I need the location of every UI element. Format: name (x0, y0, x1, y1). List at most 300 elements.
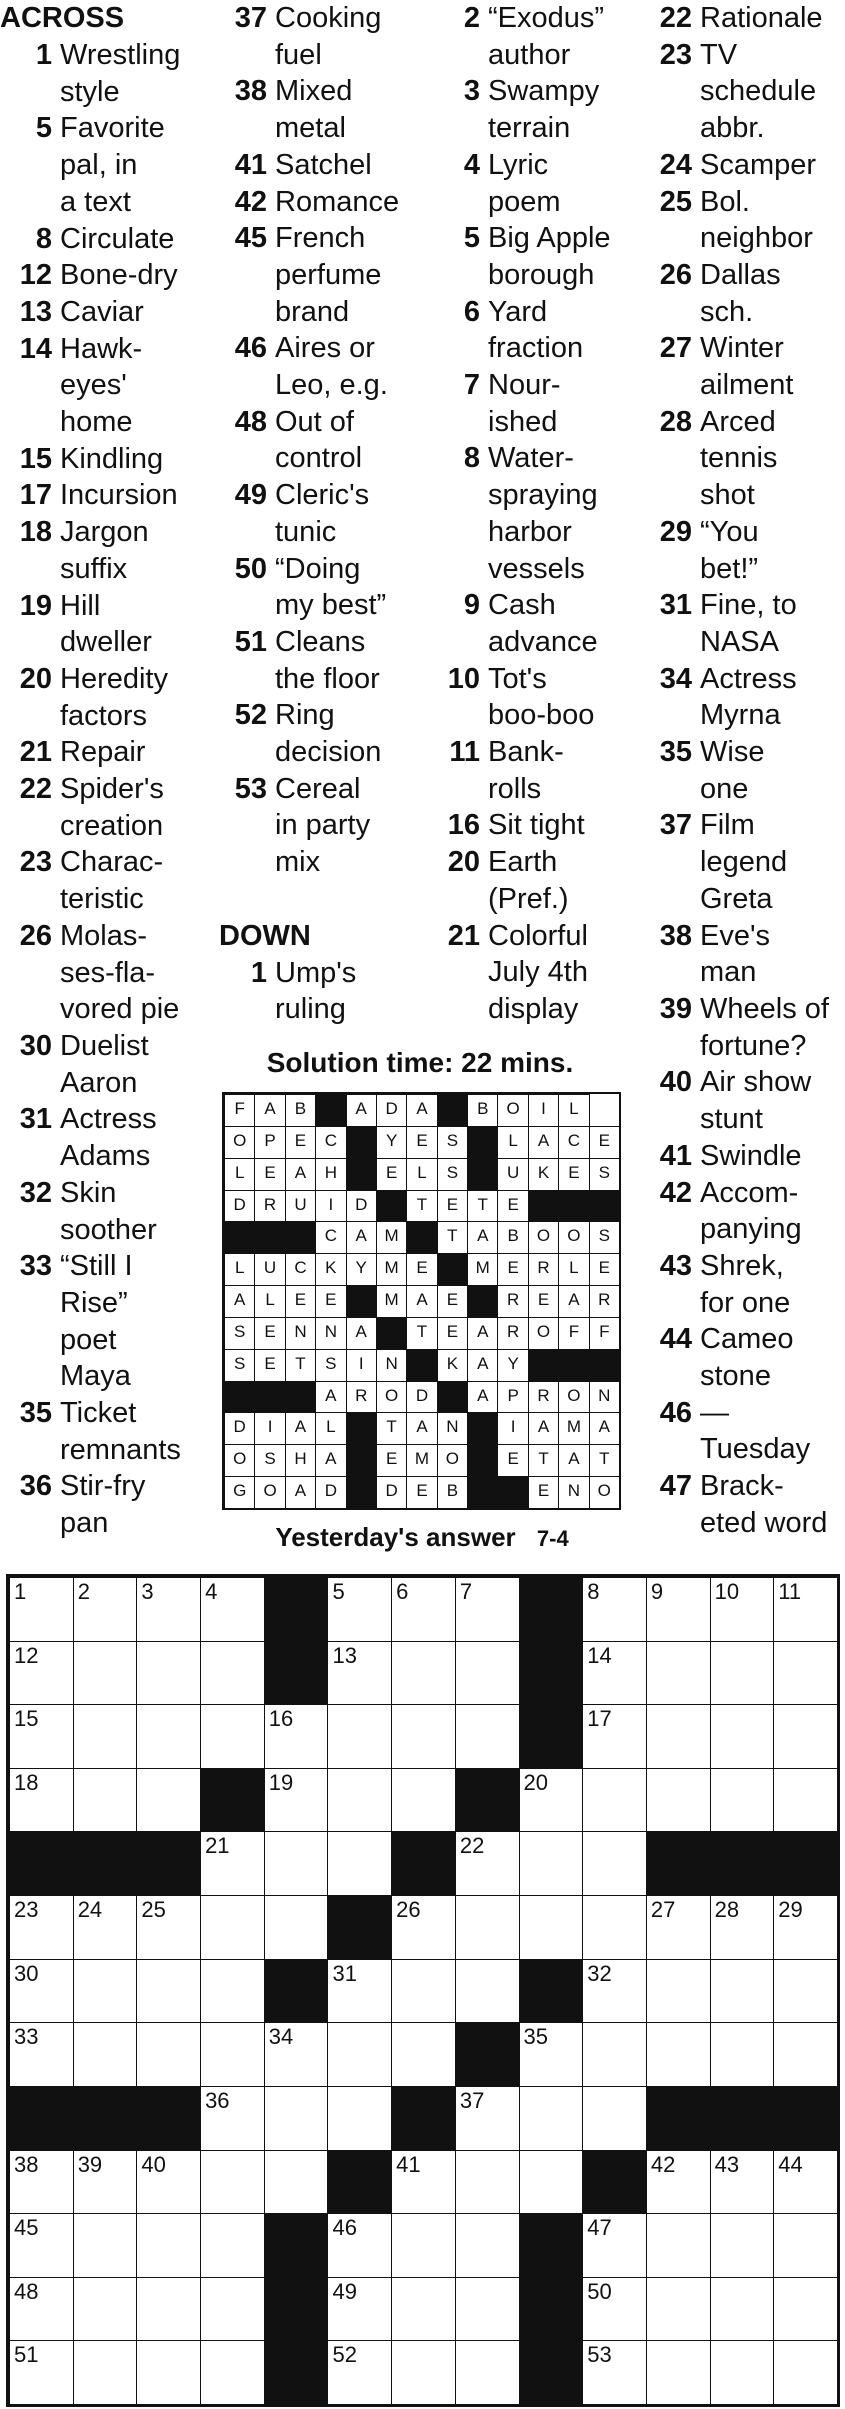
grid-cell[interactable] (646, 1959, 711, 2024)
mini-cell: A (406, 1094, 437, 1127)
grid-cell[interactable] (264, 2150, 329, 2215)
grid-cell[interactable] (136, 2022, 201, 2087)
clue-number: 26 (659, 258, 692, 291)
grid-cell[interactable] (646, 1704, 711, 1769)
grid-cell[interactable] (73, 2022, 138, 2087)
clue-text: Repair (60, 736, 146, 769)
grid-cell[interactable] (391, 1641, 456, 1706)
across-clue[interactable] (215, 477, 430, 550)
down-clue[interactable] (640, 991, 845, 1064)
across-clue[interactable] (215, 73, 430, 146)
grid-cell[interactable] (327, 1641, 392, 1706)
grid-cell[interactable] (136, 1768, 201, 1833)
clue-number: 28 (659, 405, 692, 438)
grid-cell[interactable] (327, 1704, 392, 1769)
clue-number: 20 (19, 662, 52, 695)
grid-cell[interactable] (646, 1641, 711, 1706)
grid-cell[interactable] (646, 2340, 711, 2405)
across-clue[interactable] (0, 1395, 215, 1468)
cell-number: 17 (587, 1706, 612, 1732)
down-clue[interactable] (640, 918, 845, 991)
grid-cell[interactable] (646, 2022, 711, 2087)
grid-cell[interactable] (327, 2340, 392, 2405)
mini-block (437, 1094, 468, 1127)
down-clue[interactable] (640, 1138, 845, 1175)
grid-cell[interactable] (73, 2277, 138, 2342)
clue-number: 50 (234, 552, 267, 585)
clue-text: Cleric's tunic (275, 479, 370, 548)
grid-cell[interactable] (455, 2213, 520, 2278)
grid-cell[interactable] (391, 1768, 456, 1833)
grid-cell[interactable] (136, 1704, 201, 1769)
down-clue[interactable] (640, 1468, 845, 1541)
grid-cell[interactable] (73, 1768, 138, 1833)
mini-cell: L (558, 1094, 589, 1127)
grid-cell[interactable] (73, 2150, 138, 2215)
down-clue[interactable] (428, 294, 638, 367)
down-clue[interactable] (640, 514, 845, 587)
across-clue[interactable] (215, 0, 430, 73)
mini-block (254, 1381, 285, 1414)
down-clue[interactable] (215, 955, 430, 1028)
across-clue[interactable] (0, 1248, 215, 1395)
grid-cell[interactable] (136, 1641, 201, 1706)
mini-cell: O (254, 1476, 285, 1509)
grid-cell[interactable] (200, 2340, 265, 2405)
across-clue[interactable] (215, 697, 430, 770)
down-clue[interactable] (640, 37, 845, 147)
mini-cell: L (254, 1285, 285, 1318)
cell-number: 51 (14, 2342, 39, 2368)
grid-cell[interactable] (9, 2340, 74, 2405)
mini-block (346, 1476, 377, 1509)
mini-cell: E (497, 1444, 528, 1477)
grid-cell[interactable] (136, 2340, 201, 2405)
cell-number: 40 (141, 2151, 166, 2177)
grid-cell[interactable] (773, 2340, 838, 2405)
grid-cell[interactable] (136, 1895, 201, 1960)
down-clue[interactable] (428, 0, 638, 73)
mini-cell: C (315, 1221, 346, 1254)
clue-text: Arced tennis shot (700, 405, 778, 512)
mini-cell: I (528, 1094, 559, 1127)
mini-cell: H (285, 1444, 316, 1477)
grid-cell[interactable] (455, 1577, 520, 1642)
across-clue[interactable] (0, 588, 215, 661)
grid-cell[interactable] (9, 1768, 74, 1833)
clue-number: 8 (35, 222, 52, 255)
cell-number: 50 (587, 2278, 612, 2304)
grid-cell[interactable] (455, 2340, 520, 2405)
grid-cell[interactable] (200, 2213, 265, 2278)
clue-number: 21 (447, 919, 480, 952)
mini-cell: L (315, 1412, 346, 1445)
down-clue[interactable] (428, 440, 638, 587)
grid-cell[interactable] (327, 1768, 392, 1833)
grid-cell[interactable] (136, 2150, 201, 2215)
grid-cell[interactable] (773, 1768, 838, 1833)
grid-cell[interactable] (9, 2022, 74, 2087)
clue-text: Water- spraying harbor vessels (488, 442, 598, 585)
across-clue[interactable] (215, 220, 430, 330)
grid-cell[interactable] (264, 2022, 329, 2087)
mini-block (467, 1412, 498, 1445)
grid-cell[interactable] (710, 1959, 775, 2024)
grid-cell[interactable] (582, 1895, 647, 1960)
grid-cell[interactable] (136, 1577, 201, 1642)
down-clue[interactable] (640, 587, 845, 660)
cell-number: 48 (14, 2278, 39, 2304)
down-column-4 (640, 0, 845, 1542)
mini-cell: E (497, 1253, 528, 1286)
grid-block (519, 1959, 584, 2024)
grid-block (582, 2150, 647, 2215)
grid-cell[interactable] (646, 1577, 711, 1642)
mini-cell: A (406, 1412, 437, 1445)
mini-cell: Y (346, 1253, 377, 1286)
mini-cell: N (285, 1317, 316, 1350)
clue-text: Eve's man (700, 919, 771, 989)
across-clue[interactable] (0, 918, 215, 1028)
grid-block (646, 2086, 711, 2151)
grid-cell[interactable] (710, 1704, 775, 1769)
across-clue[interactable] (0, 110, 215, 220)
down-clue[interactable] (640, 0, 845, 37)
grid-cell[interactable] (9, 1959, 74, 2024)
across-clue[interactable] (215, 147, 430, 184)
cell-number: 3 (141, 1579, 154, 1604)
mini-cell: E (558, 1158, 589, 1191)
down-clue[interactable] (428, 587, 638, 660)
grid-cell[interactable] (73, 2340, 138, 2405)
down-clue[interactable] (428, 73, 638, 146)
clue-text: Mixed metal (275, 75, 353, 145)
grid-cell[interactable] (391, 1577, 456, 1642)
mini-cell: E (376, 1444, 407, 1477)
across-clue[interactable] (0, 1101, 215, 1174)
grid-cell[interactable] (646, 2213, 711, 2278)
grid-cell[interactable] (327, 1577, 392, 1642)
mini-block (467, 1476, 498, 1509)
grid-cell[interactable] (710, 1641, 775, 1706)
mini-block (346, 1285, 377, 1318)
grid-cell[interactable] (9, 1577, 74, 1642)
across-clue[interactable] (0, 844, 215, 917)
grid-cell[interactable] (710, 2150, 775, 2215)
grid-cell[interactable] (455, 1641, 520, 1706)
grid-cell[interactable] (200, 2150, 265, 2215)
grid-cell[interactable] (519, 1831, 584, 1896)
clue-number: 44 (659, 1323, 692, 1356)
grid-cell[interactable] (73, 1704, 138, 1769)
grid-cell[interactable] (73, 1895, 138, 1960)
grid-cell[interactable] (582, 1768, 647, 1833)
grid-cell[interactable] (136, 1959, 201, 2024)
grid-cell[interactable] (773, 2213, 838, 2278)
grid-cell[interactable] (710, 2340, 775, 2405)
across-clue[interactable] (0, 734, 215, 771)
across-clue[interactable] (0, 1468, 215, 1541)
grid-cell[interactable] (710, 2022, 775, 2087)
across-clue[interactable] (215, 624, 430, 697)
grid-cell[interactable] (582, 2213, 647, 2278)
mini-cell: T (285, 1349, 316, 1382)
grid-cell[interactable] (264, 1895, 329, 1960)
grid-cell[interactable] (582, 2277, 647, 2342)
across-clue[interactable] (215, 184, 430, 221)
grid-cell[interactable] (582, 2340, 647, 2405)
mini-cell: D (376, 1094, 407, 1127)
crossword-grid[interactable] (6, 1574, 840, 2407)
grid-cell[interactable] (200, 2277, 265, 2342)
clue-number: 14 (19, 332, 52, 365)
grid-cell[interactable] (200, 1831, 265, 1896)
across-clue[interactable] (215, 771, 430, 881)
down-clue[interactable] (640, 330, 845, 403)
cell-number: 16 (268, 1706, 294, 1732)
across-clue[interactable] (0, 37, 215, 110)
down-clue[interactable] (640, 807, 845, 917)
grid-cell[interactable] (327, 2277, 392, 2342)
grid-cell[interactable] (9, 2150, 74, 2215)
grid-cell[interactable] (327, 2086, 392, 2151)
grid-cell[interactable] (9, 1704, 74, 1769)
mini-cell: M (376, 1253, 407, 1286)
grid-cell[interactable] (773, 1577, 838, 1642)
grid-cell[interactable] (391, 1895, 456, 1960)
down-clue[interactable] (640, 1321, 845, 1394)
down-clue[interactable] (428, 918, 638, 1028)
grid-cell[interactable] (455, 1704, 520, 1769)
down-clue[interactable] (428, 734, 638, 807)
mini-cell: A (467, 1381, 498, 1414)
grid-cell[interactable] (327, 2022, 392, 2087)
clue-number: 22 (19, 773, 52, 806)
across-clue[interactable] (215, 330, 430, 403)
grid-cell[interactable] (9, 2277, 74, 2342)
grid-cell[interactable] (136, 2213, 201, 2278)
down-clue[interactable] (640, 1175, 845, 1248)
grid-cell[interactable] (710, 1768, 775, 1833)
across-clue[interactable] (0, 294, 215, 331)
down-clue[interactable] (640, 404, 845, 514)
down-clue[interactable] (428, 220, 638, 293)
clue-text: Actress Myrna (700, 662, 797, 732)
grid-cell[interactable] (773, 2150, 838, 2215)
across-clue[interactable] (0, 477, 215, 514)
grid-cell[interactable] (200, 1704, 265, 1769)
grid-cell[interactable] (646, 2277, 711, 2342)
grid-cell[interactable] (646, 2150, 711, 2215)
grid-cell[interactable] (455, 2150, 520, 2215)
grid-cell[interactable] (264, 1831, 329, 1896)
across-clue[interactable] (0, 441, 215, 478)
down-clue[interactable] (428, 147, 638, 220)
grid-cell[interactable] (710, 1895, 775, 1960)
clue-number: 37 (659, 809, 692, 842)
grid-cell[interactable] (264, 2086, 329, 2151)
grid-cell[interactable] (773, 1959, 838, 2024)
across-clue[interactable] (0, 514, 215, 587)
clue-text: Swampy terrain (488, 75, 600, 145)
grid-cell[interactable] (773, 1704, 838, 1769)
down-clue[interactable] (640, 257, 845, 330)
mini-cell: L (224, 1158, 255, 1191)
grid-cell[interactable] (200, 1577, 265, 1642)
clue-number: 29 (659, 515, 692, 548)
cell-number: 8 (587, 1579, 600, 1604)
grid-cell[interactable] (327, 2213, 392, 2278)
grid-cell[interactable] (519, 2086, 584, 2151)
mini-cell: D (376, 1476, 407, 1509)
grid-cell[interactable] (200, 1895, 265, 1960)
across-clue[interactable] (0, 771, 215, 844)
grid-cell[interactable] (773, 1895, 838, 1960)
across-clue[interactable] (0, 661, 215, 734)
mini-cell: R (528, 1253, 559, 1286)
grid-cell[interactable] (646, 1895, 711, 1960)
clue-number: 30 (19, 1029, 52, 1062)
across-clue[interactable] (0, 1028, 215, 1101)
grid-cell[interactable] (582, 1641, 647, 1706)
grid-cell[interactable] (773, 2022, 838, 2087)
clue-number: 34 (659, 662, 692, 695)
grid-cell[interactable] (391, 1704, 456, 1769)
grid-cell[interactable] (582, 1577, 647, 1642)
grid-cell[interactable] (9, 1895, 74, 1960)
down-clue[interactable] (428, 661, 638, 734)
grid-cell[interactable] (710, 2277, 775, 2342)
grid-cell[interactable] (200, 2022, 265, 2087)
grid-cell[interactable] (519, 1768, 584, 1833)
grid-cell[interactable] (773, 2277, 838, 2342)
mini-cell: R (497, 1285, 528, 1318)
grid-cell[interactable] (582, 1704, 647, 1769)
grid-cell[interactable] (455, 1831, 520, 1896)
clue-number: 45 (234, 222, 267, 255)
mini-cell: E (285, 1126, 316, 1159)
clue-number: 6 (463, 295, 480, 328)
cell-number: 20 (523, 1769, 549, 1795)
grid-cell[interactable] (455, 1895, 520, 1960)
mini-cell: N (589, 1381, 620, 1414)
grid-cell[interactable] (73, 1641, 138, 1706)
mini-block (346, 1126, 377, 1159)
grid-cell[interactable] (710, 2213, 775, 2278)
down-clue[interactable] (640, 184, 845, 257)
mini-cell: E (528, 1285, 559, 1318)
grid-cell[interactable] (200, 1959, 265, 2024)
down-clue[interactable] (640, 734, 845, 807)
grid-cell[interactable] (455, 2086, 520, 2151)
mini-cell: O (528, 1317, 559, 1350)
cell-number: 34 (268, 2024, 294, 2050)
mini-block (406, 1221, 437, 1254)
grid-cell[interactable] (391, 2340, 456, 2405)
across-clue[interactable] (0, 221, 215, 258)
grid-cell[interactable] (582, 1831, 647, 1896)
grid-cell[interactable] (200, 2086, 265, 2151)
grid-cell[interactable] (455, 1959, 520, 2024)
across-clue[interactable] (0, 331, 215, 441)
grid-cell[interactable] (582, 1959, 647, 2024)
grid-cell[interactable] (327, 1959, 392, 2024)
down-clue[interactable] (640, 1064, 845, 1137)
down-clue[interactable] (640, 147, 845, 184)
grid-cell[interactable] (519, 2150, 584, 2215)
grid-cell[interactable] (9, 2213, 74, 2278)
clue-number: 2 (463, 2, 480, 34)
grid-cell[interactable] (391, 2213, 456, 2278)
down-clue[interactable] (428, 807, 638, 844)
grid-cell[interactable] (391, 1959, 456, 2024)
cell-number: 36 (205, 2087, 230, 2113)
mini-cell: B (497, 1221, 528, 1254)
clue-text: Winter ailment (700, 332, 794, 402)
clue-text: Tot's boo-boo (488, 662, 595, 732)
across-clue[interactable] (0, 1175, 215, 1248)
clue-text: Colorful July 4th display (488, 919, 588, 1025)
grid-cell[interactable] (327, 1831, 392, 1896)
grid-cell[interactable] (391, 2277, 456, 2342)
grid-block (391, 1831, 456, 1896)
cell-number: 52 (332, 2342, 357, 2368)
cell-number: 23 (14, 1897, 39, 1923)
cell-number: 12 (14, 1642, 39, 1668)
mini-block (437, 1253, 468, 1286)
grid-cell[interactable] (200, 1641, 265, 1706)
clue-number: 21 (19, 736, 52, 769)
grid-cell[interactable] (773, 1641, 838, 1706)
cell-number: 41 (396, 2151, 421, 2177)
clue-number: 33 (19, 1250, 52, 1283)
mini-block (528, 1190, 559, 1223)
down-clue[interactable] (428, 844, 638, 917)
grid-cell[interactable] (582, 2022, 647, 2087)
clue-text: Ring decision (275, 699, 382, 769)
mini-cell: O (497, 1094, 528, 1127)
across-clue[interactable] (215, 404, 430, 477)
grid-cell[interactable] (73, 2213, 138, 2278)
grid-cell[interactable] (391, 2150, 456, 2215)
grid-cell[interactable] (264, 1704, 329, 1769)
grid-cell[interactable] (519, 2022, 584, 2087)
grid-cell[interactable] (264, 1768, 329, 1833)
across-clue[interactable] (215, 551, 430, 624)
grid-cell[interactable] (73, 1959, 138, 2024)
grid-cell[interactable] (391, 2022, 456, 2087)
mini-cell: S (315, 1349, 346, 1382)
down-clue[interactable] (428, 367, 638, 440)
mini-cell: S (589, 1158, 620, 1191)
down-clue[interactable] (640, 661, 845, 734)
grid-cell[interactable] (136, 2277, 201, 2342)
mini-cell: E (406, 1253, 437, 1286)
grid-cell[interactable] (455, 2277, 520, 2342)
down-clue[interactable] (640, 1248, 845, 1321)
grid-cell[interactable] (9, 1641, 74, 1706)
grid-block (519, 2340, 584, 2405)
grid-cell[interactable] (519, 1895, 584, 1960)
mini-block (467, 1285, 498, 1318)
grid-cell[interactable] (73, 1577, 138, 1642)
grid-cell[interactable] (582, 2086, 647, 2151)
grid-cell[interactable] (710, 1577, 775, 1642)
down-clue[interactable] (640, 1395, 845, 1468)
across-clue[interactable] (0, 257, 215, 294)
grid-cell[interactable] (646, 1768, 711, 1833)
mini-cell: R (528, 1381, 559, 1414)
